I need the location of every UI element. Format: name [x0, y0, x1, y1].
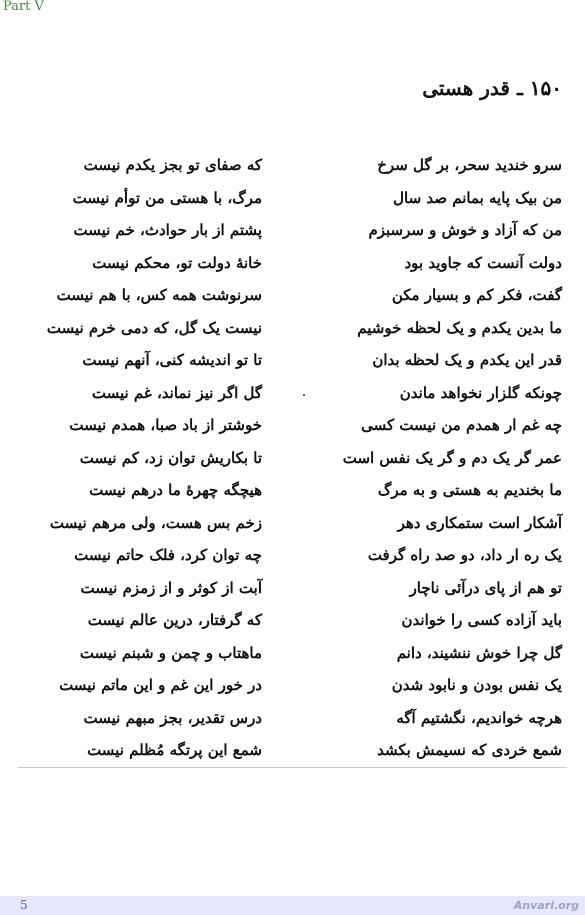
verse-first-hemistich: ما بخندیم به هستی و به مرگ [377, 481, 562, 499]
footer-bar [0, 896, 585, 915]
verse-second-hemistich: خانهٔ دولت تو، محکم نیست [92, 253, 262, 272]
verse-second-hemistich: زخم بس هست، ولی مرهم نیست [49, 513, 262, 532]
verse-first-hemistich: دولت آنست که جاوید بود [404, 253, 562, 272]
verse-first-hemistich: باید آزاده کسی را خواندن [401, 611, 562, 629]
verse-first-hemistich: آشکار است ستمکاری دهر [397, 513, 562, 532]
watermark-logo: Anvari.org [513, 899, 579, 912]
verse-second-hemistich: شمع این پرتگه مُظلم نیست [87, 741, 262, 759]
verse-first-hemistich: گفت، فکر کم و بسیار مکن [391, 286, 562, 304]
verse-first-hemistich: ما بدین یکدم و یک لحظه خوشیم [357, 318, 562, 337]
verse-row [0, 702, 585, 735]
divider [18, 767, 567, 768]
poem-body [0, 149, 585, 767]
verse-second-hemistich: تا بکاریش توان زد، کم نیست [79, 448, 262, 467]
verse-first-hemistich: یک نفس بودن و نابود شدن [391, 676, 562, 694]
verse-row [0, 312, 585, 345]
verse-row [0, 377, 585, 410]
verse-row [0, 507, 585, 540]
verse-row [0, 604, 585, 637]
verse-first-hemistich: من بیک پایه بمانم صد سال [393, 188, 562, 207]
verse-second-hemistich: گل اگر نیز نماند، غم نیست [91, 383, 262, 402]
verse-row [0, 669, 585, 702]
part-label: Part V [3, 0, 44, 14]
verse-first-hemistich: چه غم ار همدم من نیست کسی [361, 416, 562, 434]
verse-first-hemistich: چونکه گلزار نخواهد ماندن [399, 383, 562, 402]
verse-row [0, 182, 585, 215]
verse-second-hemistich: سرنوشت همه کس، با هم نیست [56, 286, 262, 304]
verse-row [0, 442, 585, 475]
verse-row [0, 214, 585, 247]
verse-second-hemistich: مرگ، با هستی من توأم نیست [72, 188, 262, 207]
verse-second-hemistich: در خور این غم و این ماتم نیست [59, 676, 262, 694]
verse-row [0, 734, 585, 767]
verse-second-hemistich: هیچگه چهرهٔ ما درهم نیست [89, 481, 262, 499]
verse-first-hemistich: سرو خندید سحر، بر گل سرخ [377, 156, 562, 174]
verse-row [0, 149, 585, 182]
verse-second-hemistich: چه توان کرد، فلک حاتم نیست [74, 546, 262, 564]
verse-row [0, 409, 585, 442]
verse-first-hemistich: شمع خردی که نسیمش بکشد [377, 741, 562, 759]
verse-first-hemistich: یک ره ار داد، دو صد راه گرفت [367, 546, 562, 564]
verse-first-hemistich: عمر گر یک دم و گر یک نفس است [342, 448, 562, 467]
verse-row [0, 572, 585, 605]
verse-row [0, 474, 585, 507]
poem-title: ۱۵۰ ـ قدر هستی [422, 76, 562, 100]
verse-first-hemistich: تو هم از پای درآئی ناچار [409, 578, 562, 597]
verse-row [0, 539, 585, 572]
verse-first-hemistich: قدر این یکدم و یک لحظه بدان [372, 351, 562, 369]
verse-row [0, 247, 585, 280]
verse-second-hemistich: که گرفتار، درین عالم نیست [87, 611, 262, 629]
verse-second-hemistich: نیست یک گل، که دمی خرم نیست [46, 318, 262, 337]
verse-second-hemistich: که صفای تو بجز یکدم نیست [83, 156, 262, 174]
verse-first-hemistich: گل چرا خوش ننشیند، دانم [396, 643, 562, 662]
verse-second-hemistich: آبت از کوثر و از زمزم نیست [80, 578, 262, 597]
verse-second-hemistich: تا تو اندیشه کنی، آنهم نیست [82, 351, 262, 369]
verse-second-hemistich: درس تقدیر، بجز مبهم نیست [83, 708, 262, 727]
verse-second-hemistich: ماهتاب و چمن و شبنم نیست [79, 643, 262, 662]
verse-second-hemistich: خوشتر از باد صبا، همدم نیست [69, 416, 262, 434]
verse-row [0, 637, 585, 670]
stray-dot [303, 394, 305, 396]
verse-second-hemistich: پشتم از بار حوادث، خم نیست [73, 221, 262, 239]
verse-first-hemistich: هرچه خواندیم، نگشتیم آگه [396, 708, 562, 727]
verse-row [0, 279, 585, 312]
page-number: 5 [20, 898, 28, 912]
verse-row [0, 344, 585, 377]
verse-first-hemistich: من که آزاد و خوش و سرسبزم [368, 221, 562, 239]
